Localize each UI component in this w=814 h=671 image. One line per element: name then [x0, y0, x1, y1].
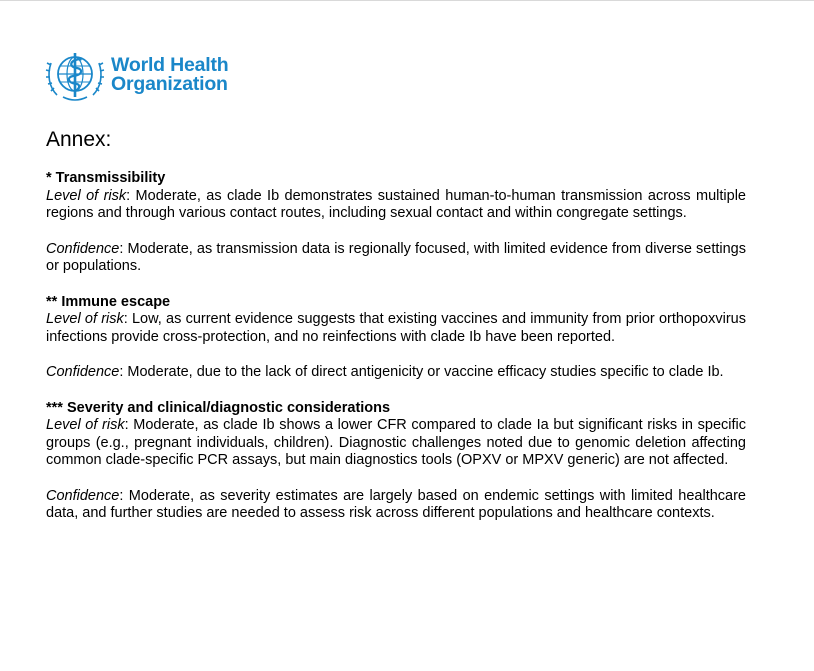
confidence-paragraph [46, 488, 746, 523]
section-heading: ** Immune escape [46, 293, 171, 310]
section-heading: *** Severity and clinical/diagnostic considerations [46, 399, 391, 416]
confidence-paragraph [46, 364, 746, 382]
annex-content [46, 127, 746, 541]
risk-label: Level of risk [46, 311, 124, 327]
confidence-label: Confidence [46, 364, 120, 380]
page-top-border [0, 0, 814, 1]
who-logo [45, 47, 229, 103]
level-of-risk-paragraph [46, 417, 746, 470]
section-immune-escape [46, 294, 746, 382]
confidence-label: Confidence [46, 487, 120, 504]
organization-name [111, 56, 229, 94]
confidence-paragraph [46, 241, 746, 276]
confidence-label: Confidence [46, 240, 120, 257]
who-emblem-icon [45, 47, 105, 103]
risk-label: Level of risk [46, 187, 127, 204]
section-transmissibility [46, 170, 746, 276]
section-heading: * Transmissibility [46, 170, 166, 186]
section-severity [46, 400, 746, 523]
org-name-line2: Organization [111, 73, 228, 95]
annex-title: Annex: [46, 128, 112, 151]
org-name-line1: World Health [111, 54, 229, 76]
risk-text: : Moderate, as clade Ib demonstrates sustained human-to-human transmission across multiple regions and through various contact routes, including sexual contact and within congregate settings. [46, 187, 746, 221]
risk-text: : Low, as current evidence suggests that existing vaccines and immunity from prior orthopoxvirus infections provide cross-protection, and no reinfections with clade Ib have been reported. [46, 311, 746, 345]
risk-text: : Moderate, as clade Ib shows a lower CFR compared to clade Ia but significant risks in specific groups (e.g., pregnant individuals, children). Diagnostic challenges noted due to genomic deletion affecting common clade-specific PCR assays, but main diagnostics tools (OPXV or MPXV generic) are not affected. [46, 417, 746, 468]
risk-label: Level of risk [46, 417, 125, 433]
confidence-text: : Moderate, as transmission data is regionally focused, with limited evidence from diverse settings or populations. [46, 240, 746, 274]
level-of-risk-paragraph [46, 311, 746, 346]
confidence-text: : Moderate, as severity estimates are largely based on endemic settings with limited healthcare data, and further studies are needed to assess risk across different populations and healthcare contexts. [46, 487, 746, 521]
confidence-text: : Moderate, due to the lack of direct antigenicity or vaccine efficacy studies specific to clade Ib. [119, 364, 724, 380]
level-of-risk-paragraph [46, 188, 746, 223]
